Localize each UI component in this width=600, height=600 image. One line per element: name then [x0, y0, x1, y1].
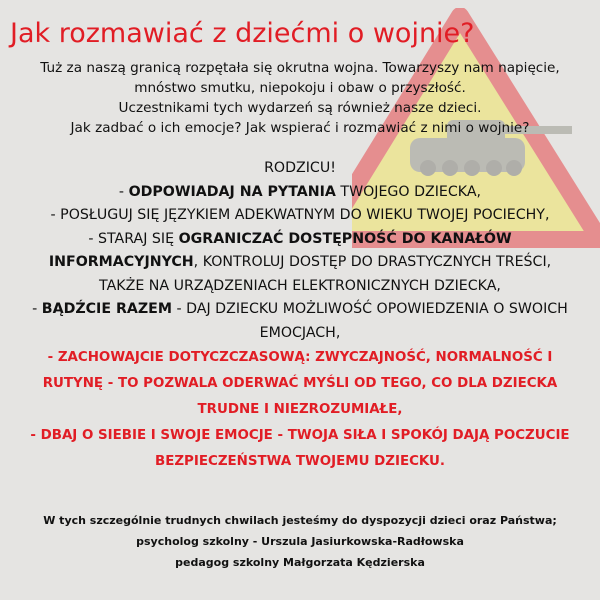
advice-devices: TAKŻE NA URZĄDZENIACH ELEKTRONICZNYCH DZIECKA, [99, 277, 501, 294]
footer-psychologist: psycholog szkolny - Urszula Jasiurkowska-Radłowska [136, 535, 464, 548]
advice-text: , KONTROLUJ DOSTĘP DO DRASTYCZNYCH TREŚCI, [193, 254, 552, 270]
advice-list [0, 157, 600, 475]
advice-text: TWOJEGO DZIECKA, [335, 183, 482, 200]
parents-header: RODZICU! [264, 160, 336, 176]
intro-paragraph [0, 58, 600, 138]
intro-line: mnóstwo smutku, niepokoju i obaw o przyszłość. [134, 80, 466, 96]
advice-answer-questions [0, 181, 600, 205]
advice-routine-cont: RUTYNĘ - TO POZWALA ODERWAĆ MYŚLI OD TEGO, CO DLA DZIECKA [42, 376, 558, 391]
advice-emphasis: INFORMACYJNYCH [48, 254, 194, 270]
footer-pedagogue: pedagog szkolny Małgorzata Kędzierska [175, 556, 425, 569]
intro-line: Tuż za naszą granicą rozpętała się okrutna wojna. Towarzyszy nam napięcie, [40, 60, 560, 76]
advice-text: - STARAJ SIĘ [88, 230, 179, 247]
advice-limit-media-cont [0, 251, 600, 275]
advice-limit-media [0, 228, 600, 252]
advice-emphasis: BĄDŹCIE RAZEM [41, 301, 172, 317]
advice-text: - [32, 301, 42, 317]
advice-emphasis: ODPOWIADAJ NA PYTANIA [128, 183, 336, 200]
advice-text: - [118, 183, 129, 200]
page-title: Jak rozmawiać z dziećmi o wojnie? [10, 18, 475, 49]
advice-language: - POSŁUGUJ SIĘ JĘZYKIEM ADEKWATNYM DO WIEKU TWOJEJ POCIECHY, [50, 207, 550, 223]
advice-routine: - ZACHOWAJCIE DOTYCZCZASOWĄ: ZWYCZAJNOŚĆ, NORMALNOŚĆ I [47, 350, 553, 365]
advice-text: - DAJ DZIECKU MOŻLIWOŚĆ OPOWIEDZENIA O SWOICH [171, 301, 568, 317]
advice-emotions: EMOCJACH, [259, 324, 341, 341]
footer-line: W tych szczególnie trudnych chwilach jesteśmy do dyspozycji dzieci oraz Państwa; [43, 514, 557, 527]
advice-be-together [0, 298, 600, 322]
advice-self-care: - DBAJ O SIEBIE I SWOJE EMOCJE - TWOJA SIŁA I SPOKÓJ DAJĄ POCZUCIE [30, 428, 570, 443]
footer-contacts [0, 510, 600, 573]
intro-line: Uczestnikami tych wydarzeń są również nasze dzieci. [118, 100, 482, 116]
advice-self-care-cont: BEZPIECZEŃSTWA TWOJEMU DZIECKU. [154, 454, 446, 469]
intro-line: Jak zadbać o ich emocje? Jak wspierać i rozmawiać z nimi o wojnie? [70, 120, 530, 136]
advice-routine-cont: TRUDNE I NIEZROZUMIAŁE, [197, 402, 403, 417]
advice-emphasis: OGRANICZAĆ DOSTĘPNOŚĆ DO KANAŁÓW [178, 230, 512, 247]
